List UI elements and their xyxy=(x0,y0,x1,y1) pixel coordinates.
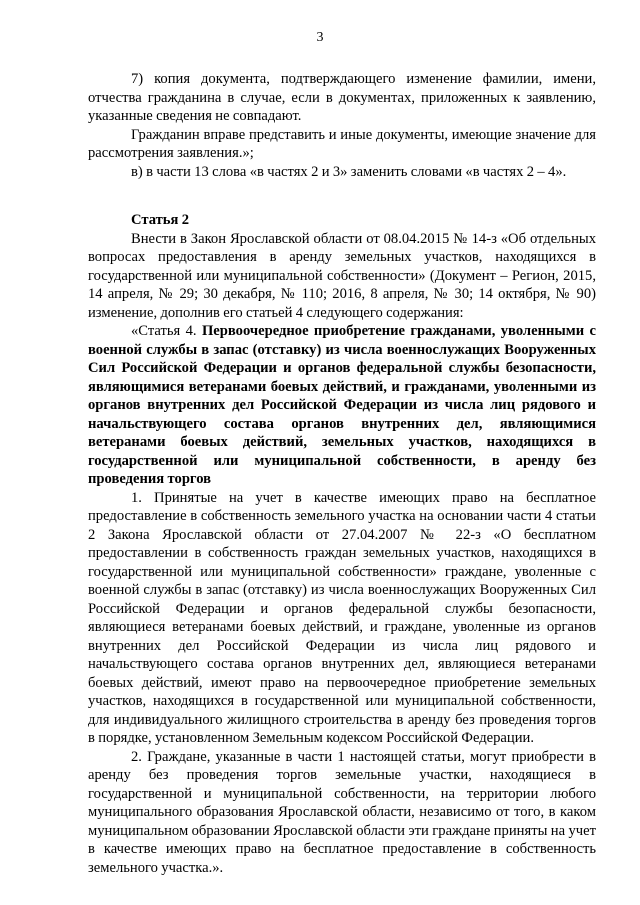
paragraph-other-documents: Гражданин вправе представить и иные документы, имеющие значение для рассмотрения заявления.»; xyxy=(88,126,596,161)
article-4-part-2: 2. Граждане, указанные в части 1 настоящей статьи, могут приобрести в аренду без проведения торгов земельные участки, находящиеся в государственной и муниципальной собственности, на территории любого муниципального образования Ярославской области, независимо от того, в каком муниципальном образовании Ярославской области эти граждане приняты на учет в качестве имеющих право на бесплатное предоставление в собственность земельного участка.». xyxy=(88,748,596,876)
article-4-prefix: «Статья 4. xyxy=(131,323,202,339)
page-body xyxy=(88,70,596,877)
article-2-intro: Внести в Закон Ярославской области от 08.04.2015 № 14-з «Об отдельных вопросах предоставления в аренду земельных участков, находящихся в государственной или муниципальной собственности» (Документ – Регион, 2015, 14 апреля, № 29; 30 декабря, № 110; 2016, 8 апреля, № 30; 14 октября, № 90) изменение, дополнив его статьей 4 следующего содержания: xyxy=(88,230,596,321)
article-2-heading: Статья 2 xyxy=(131,212,190,228)
article-4-caption: Первоочередное приобретение гражданами, уволенными с военной службы в запас (отставку) из числа военнослужащих Вооруженных Сил Российской Федерации и органов федеральной службы безопасности, являющимися ветеранами боевых действий, и гражданами, уволенными из органов внутренних дел Российской Федерации из числа лиц рядового и начальствующего состава органов внутренних дел, являющимися ветеранами боевых действий, земельных участков, находящихся в государственной или муниципальной собственности, в аренду без проведения торгов xyxy=(88,323,596,487)
list-item-v: в) в части 13 слова «в частях 2 и 3» заменить словами «в частях 2 – 4». xyxy=(131,163,567,180)
section-gap xyxy=(88,181,596,211)
article-4-part-1: 1. Принятые на учет в качестве имеющих право на бесплатное предоставление в собственность земельного участка на основании части 4 статьи 2 Закона Ярославской области от 27.04.2007 № 22-з «О бесплатном предоставлении в собственность граждан земельных участков, находящихся в государственной или муниципальной собственности» граждане, уволенные с военной службы в запас (отставку) из числа военнослужащих Вооруженных Сил Российской Федерации и органов федеральной службы безопасности, являющиеся ветеранами боевых действий, и граждане, уволенные из органов внутренних дел Российской Федерации из числа лиц рядового и начальствующего состава органов внутренних дел, являющиеся ветеранами боевых действий, имеют право на первоочередное приобретение земельных участков, находящихся в государственной или муниципальной собственности, для индивидуального жилищного строительства в аренду без проведения торгов в порядке, установленном Земельным кодексом Российской Федерации. xyxy=(88,489,596,746)
page-number: 3 xyxy=(316,30,324,45)
article-4-title xyxy=(88,322,596,489)
list-item-7: 7) копия документа, подтверждающего изменение фамилии, имени, отчества гражданина в случае, если в документах, приложенных к заявлению, указанные сведения не совпадают. xyxy=(88,71,596,124)
